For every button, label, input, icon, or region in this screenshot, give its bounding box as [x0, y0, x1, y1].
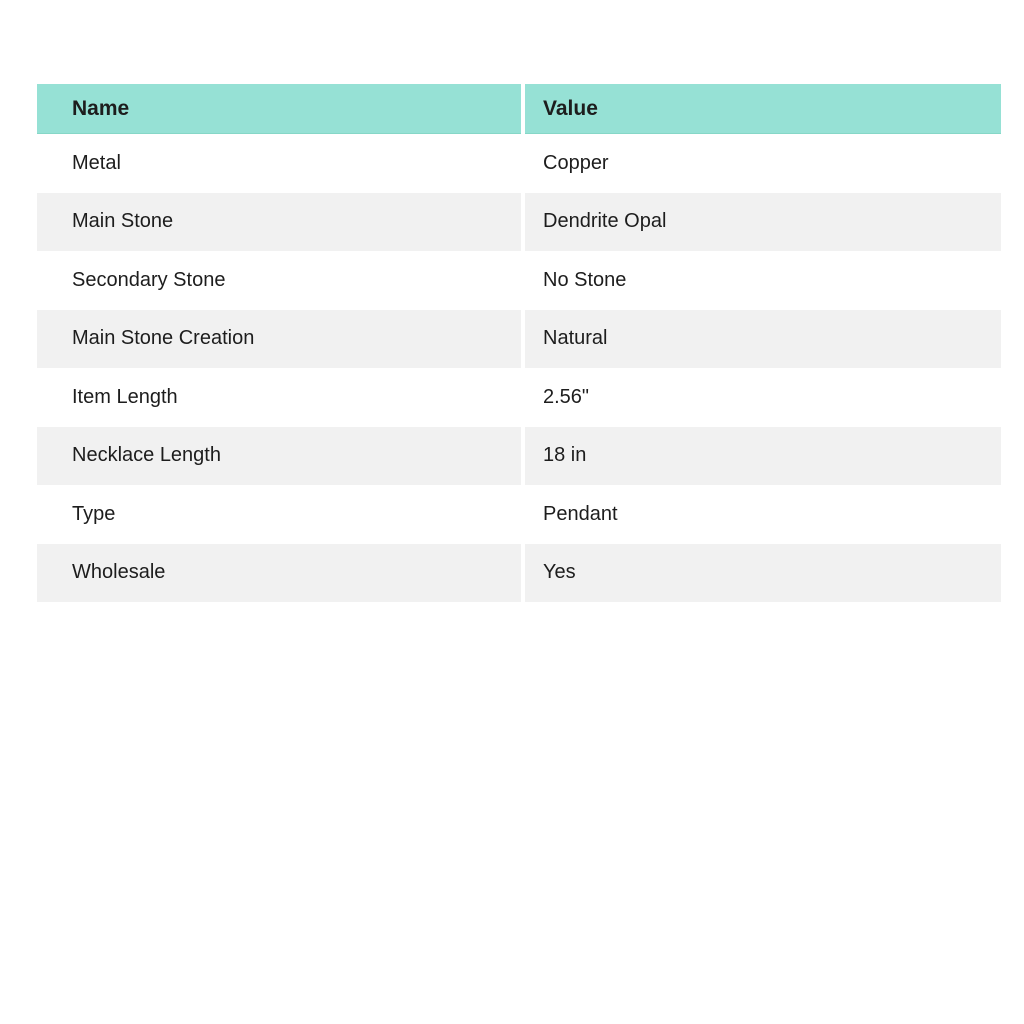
attribute-value: No Stone [523, 251, 1001, 310]
attribute-value: 2.56" [523, 368, 1001, 427]
attribute-name: Main Stone [37, 193, 523, 252]
table-row [37, 544, 1001, 603]
attribute-name: Secondary Stone [37, 251, 523, 310]
table-row [37, 310, 1001, 369]
attribute-name: Type [37, 485, 523, 544]
attribute-name: Item Length [37, 368, 523, 427]
attribute-value: Copper [523, 134, 1001, 193]
attribute-value: Dendrite Opal [523, 193, 1001, 252]
attribute-value: Yes [523, 544, 1001, 603]
table-header-row [37, 84, 1001, 134]
table-row [37, 251, 1001, 310]
table-row [37, 193, 1001, 252]
table-row [37, 368, 1001, 427]
item-specifics-table [37, 84, 1001, 602]
column-header-value: Value [523, 84, 1001, 134]
table-row [37, 134, 1001, 193]
table-row [37, 427, 1001, 486]
attribute-value: 18 in [523, 427, 1001, 486]
table-row [37, 485, 1001, 544]
attribute-name: Metal [37, 134, 523, 193]
attribute-name: Wholesale [37, 544, 523, 603]
attribute-value: Pendant [523, 485, 1001, 544]
attribute-name: Main Stone Creation [37, 310, 523, 369]
attribute-name: Necklace Length [37, 427, 523, 486]
column-header-name: Name [37, 84, 523, 134]
attribute-value: Natural [523, 310, 1001, 369]
